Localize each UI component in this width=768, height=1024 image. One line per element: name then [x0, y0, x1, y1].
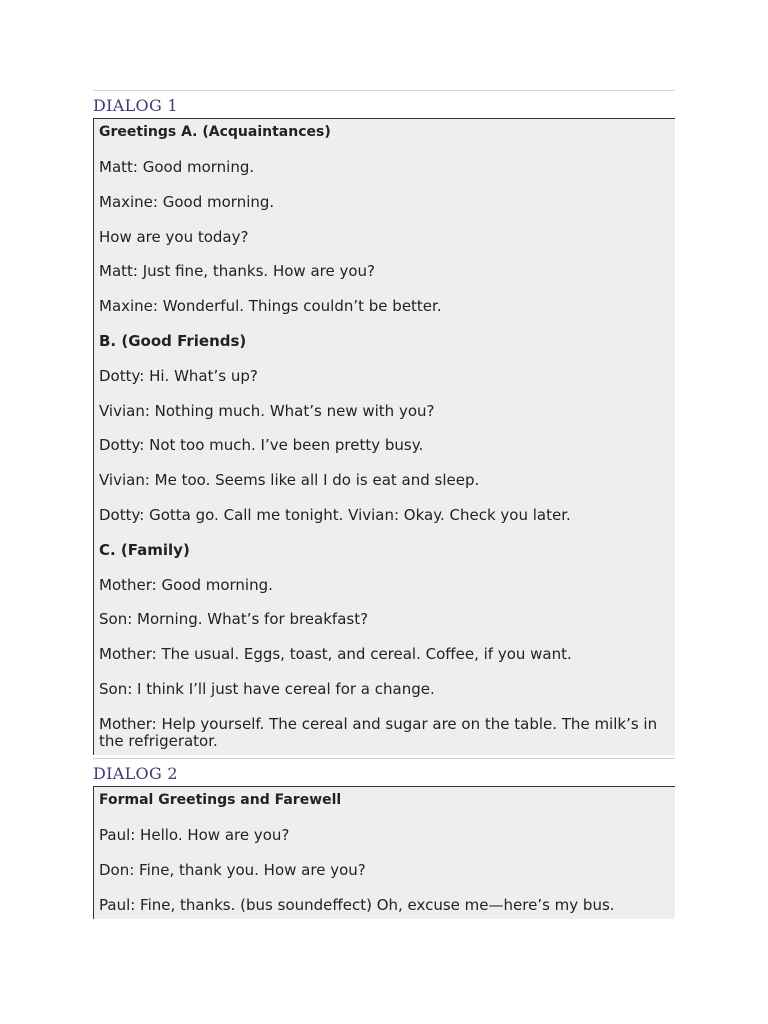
dialog-line: Dotty: Gotta go. Call me tonight. Vivian: Okay. Check you later. [99, 506, 571, 524]
dialog-line: Son: Morning. What’s for breakfast? [99, 610, 369, 628]
dialog-line: Paul: Fine, thanks. (bus soundeffect) Oh, excuse me—here’s my bus. [99, 896, 615, 914]
dialog-line: Matt: Just fine, thanks. How are you? [99, 262, 375, 280]
dialog-line: How are you today? [99, 228, 249, 246]
dialog-1-heading: DIALOG 1 [93, 96, 178, 115]
dialog-line: Vivian: Nothing much. What’s new with you? [99, 402, 435, 420]
subsection-heading: B. (Good Friends) [99, 332, 247, 350]
dialog-line: Dotty: Not too much. I’ve been pretty busy. [99, 436, 424, 454]
dialog-2-title: Formal Greetings and Farewell [99, 792, 342, 808]
section-divider [93, 90, 675, 91]
dialog-1-box [93, 118, 675, 755]
dialog-line: Mother: Help yourself. The cereal and sugar are on the table. The milk’s in the refrigerator. [99, 715, 658, 750]
dialog-line: Matt: Good morning. [99, 158, 255, 176]
dialog-2-box [93, 786, 675, 919]
dialog-line: Dotty: Hi. What’s up? [99, 367, 258, 385]
section-divider [93, 758, 675, 759]
dialog-line: Vivian: Me too. Seems like all I do is eat and sleep. [99, 471, 480, 489]
dialog-line: Maxine: Good morning. [99, 193, 275, 211]
dialog-line: Don: Fine, thank you. How are you? [99, 861, 366, 879]
dialog-line: Son: I think I’ll just have cereal for a change. [99, 680, 435, 698]
dialog-line: Paul: Hello. How are you? [99, 826, 290, 844]
dialog-line: Maxine: Wonderful. Things couldn’t be better. [99, 297, 442, 315]
dialog-line: Mother: Good morning. [99, 576, 273, 594]
dialog-2-heading: DIALOG 2 [93, 764, 178, 783]
dialog-line: Mother: The usual. Eggs, toast, and cereal. Coffee, if you want. [99, 645, 572, 663]
dialog-1-title: Greetings A. (Acquaintances) [99, 124, 331, 140]
subsection-heading: C. (Family) [99, 541, 190, 559]
